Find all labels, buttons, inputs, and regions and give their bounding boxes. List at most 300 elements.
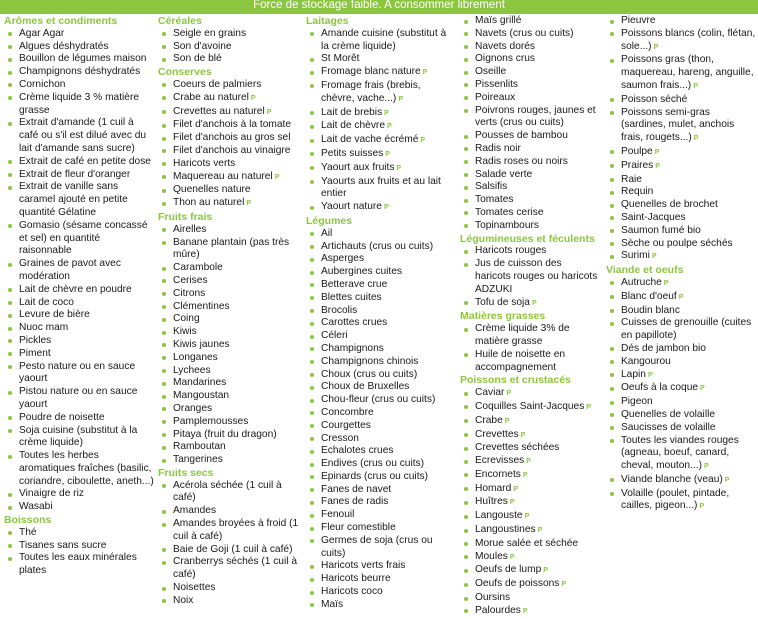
item-label: Salsifis bbox=[475, 181, 508, 193]
list-item bbox=[4, 66, 154, 79]
list-item bbox=[460, 551, 600, 565]
list-item bbox=[460, 181, 600, 194]
protein-marker: P bbox=[678, 293, 684, 301]
item-label: Noix bbox=[173, 594, 194, 606]
list-item bbox=[606, 488, 756, 515]
item-label: Blettes cuites bbox=[321, 291, 382, 303]
item-label: Radis noir bbox=[475, 142, 521, 154]
protein-marker: P bbox=[531, 299, 537, 307]
item-label: Algues déshydratés bbox=[19, 40, 109, 52]
list-item bbox=[158, 416, 302, 429]
item-label: Coing bbox=[173, 313, 200, 325]
item-label: Saucisses de volaille bbox=[621, 421, 716, 433]
item-label: Oignons crus bbox=[475, 53, 536, 65]
item-label: Pitaya (fruit du dragon) bbox=[173, 428, 277, 440]
list-item bbox=[158, 454, 302, 467]
item-label: Maïs bbox=[321, 598, 344, 610]
item-label: Germes de soja (crus ou cuits) bbox=[321, 534, 433, 559]
item-label: Boudin blanc bbox=[621, 304, 680, 316]
section-title: Fruits secs bbox=[158, 466, 214, 479]
item-label: Quenelles de brochet bbox=[621, 199, 718, 211]
item-label: Salade verte bbox=[475, 168, 533, 180]
item-label: Thon au naturel bbox=[173, 197, 245, 209]
item-label: Fanes de navet bbox=[321, 483, 392, 495]
protein-marker: P bbox=[384, 109, 389, 117]
item-label: Son de blé bbox=[173, 53, 222, 65]
list-item bbox=[306, 241, 456, 254]
protein-marker: P bbox=[699, 503, 705, 511]
protein-marker: P bbox=[383, 204, 389, 212]
list-item bbox=[606, 199, 756, 212]
item-label: Crevettes séchées bbox=[475, 442, 560, 454]
list-item bbox=[460, 510, 600, 524]
list-item bbox=[306, 381, 456, 394]
section-title: Conserves bbox=[158, 66, 212, 79]
item-label: Pamplemousses bbox=[173, 415, 249, 427]
list-item bbox=[306, 120, 456, 134]
list-item bbox=[306, 148, 456, 162]
list-item bbox=[4, 335, 154, 348]
item-label: Tangerines bbox=[173, 454, 223, 466]
item-label: Yaourts aux fruits et au lait entier bbox=[321, 175, 441, 200]
item-label: Endives (crus ou cuits) bbox=[321, 458, 425, 470]
item-label: Langouste bbox=[475, 510, 523, 522]
item-label: Baie de Goji (1 cuil à café) bbox=[173, 543, 293, 555]
item-label: Lait de chèvre en poudre bbox=[19, 283, 132, 295]
list-item bbox=[606, 225, 756, 238]
protein-marker: P bbox=[693, 82, 698, 90]
list-item bbox=[606, 174, 756, 187]
list-item bbox=[460, 92, 600, 105]
section-title: Fruits frais bbox=[158, 210, 213, 223]
item-label: Acérola séchée (1 cuil à café) bbox=[173, 479, 282, 504]
protein-marker: P bbox=[651, 253, 657, 261]
item-label: Morue salée et séchée bbox=[475, 537, 579, 549]
list-item bbox=[158, 237, 302, 263]
column-3 bbox=[306, 15, 456, 612]
item-label: Toutes les eaux minérales plates bbox=[19, 552, 137, 577]
item-label: Mandarines bbox=[173, 377, 227, 389]
item-label: Poireaux bbox=[475, 91, 516, 103]
item-label: Carottes crues bbox=[321, 317, 388, 329]
list-item bbox=[306, 80, 456, 107]
list-item bbox=[460, 442, 600, 455]
list-item bbox=[158, 119, 302, 132]
list-item bbox=[4, 117, 154, 155]
protein-marker: P bbox=[647, 371, 653, 379]
list-item bbox=[4, 322, 154, 335]
item-label: Haricots rouges bbox=[475, 245, 547, 257]
list-item bbox=[460, 169, 600, 182]
item-label: Kiwis jaunes bbox=[173, 338, 230, 350]
item-label: Encornets bbox=[475, 468, 521, 480]
item-label: Oranges bbox=[173, 402, 213, 414]
list-item bbox=[306, 599, 456, 612]
item-label: Vinaigre de riz bbox=[19, 488, 84, 500]
item-label: Crevettes au naturel bbox=[173, 105, 265, 117]
list-item bbox=[460, 245, 600, 258]
item-label: Clémentines bbox=[173, 300, 230, 312]
list-item bbox=[4, 53, 154, 66]
list-item bbox=[606, 382, 756, 396]
list-item bbox=[306, 407, 456, 420]
protein-marker: P bbox=[509, 553, 515, 561]
list-item bbox=[460, 143, 600, 156]
item-label: Filet d'anchois à la tomate bbox=[173, 119, 292, 131]
item-label: Toutes les herbes aromatiques fraîches (basilic, coriandre, ciboulette, aneth...) bbox=[19, 450, 154, 487]
section-title: Matières grasses bbox=[460, 310, 546, 323]
item-label: Poivrons rouges, jaunes et verts (crus ou cuits) bbox=[475, 104, 596, 129]
list-item bbox=[460, 79, 600, 92]
list-item bbox=[158, 441, 302, 454]
protein-marker: P bbox=[266, 108, 272, 116]
item-label: Moules bbox=[475, 550, 508, 562]
item-label: Extrait d'amande (1 cuil à café ou s'il est dilué avec du lait d'amande sans sucre) bbox=[19, 117, 147, 154]
list-item bbox=[158, 184, 302, 197]
list-item bbox=[4, 412, 154, 425]
list-item bbox=[460, 194, 600, 207]
item-label: Tisanes sans sucre bbox=[19, 539, 107, 551]
item-label: Seigle en grains bbox=[173, 27, 247, 39]
list-item bbox=[306, 394, 456, 407]
protein-marker: P bbox=[422, 69, 428, 77]
item-label: Yaourt nature bbox=[321, 201, 382, 213]
item-label: Oeufs à la coque bbox=[621, 382, 699, 394]
list-item bbox=[306, 522, 456, 535]
item-label: Viande blanche (veau) bbox=[621, 473, 723, 485]
section-title: Laitages bbox=[306, 15, 349, 27]
protein-marker: P bbox=[700, 385, 705, 393]
list-item bbox=[306, 162, 456, 176]
list-item bbox=[460, 156, 600, 169]
list-item bbox=[4, 361, 154, 387]
item-label: Cornichon bbox=[19, 78, 66, 90]
list-item bbox=[158, 390, 302, 403]
list-item bbox=[306, 330, 456, 343]
item-label: Oseille bbox=[475, 66, 507, 78]
protein-marker: P bbox=[526, 458, 531, 466]
list-item bbox=[306, 292, 456, 305]
list-item bbox=[606, 146, 756, 160]
protein-marker: P bbox=[537, 527, 543, 535]
item-label: Navets dorés bbox=[475, 40, 536, 52]
item-label: Autruche bbox=[621, 276, 662, 288]
item-label: Maquereau au naturel bbox=[173, 170, 273, 182]
list-item bbox=[460, 387, 600, 401]
list-item bbox=[306, 484, 456, 497]
list-item bbox=[306, 458, 456, 471]
item-label: Echalotes crues bbox=[321, 445, 394, 457]
list-item bbox=[158, 288, 302, 301]
list-item bbox=[460, 415, 600, 429]
list-item bbox=[306, 356, 456, 369]
protein-marker: P bbox=[274, 173, 280, 181]
item-label: Tomates bbox=[475, 194, 514, 206]
list-item bbox=[158, 79, 302, 92]
item-label: Ramboutan bbox=[173, 441, 226, 453]
list-item bbox=[306, 586, 456, 599]
list-item bbox=[158, 352, 302, 365]
list-item bbox=[158, 132, 302, 145]
item-label: Bouillon de légumes maison bbox=[19, 53, 147, 65]
item-label: Pissenlits bbox=[475, 78, 519, 90]
list-item bbox=[4, 181, 154, 219]
item-label: Lapin bbox=[621, 368, 646, 380]
list-item bbox=[158, 197, 302, 211]
item-label: Concombre bbox=[321, 406, 374, 418]
list-item bbox=[4, 28, 154, 41]
item-label: Lait de brebis bbox=[321, 106, 383, 118]
item-label: Haricots verts bbox=[173, 157, 236, 169]
item-label: Levure de bière bbox=[19, 309, 90, 321]
list-item bbox=[4, 540, 154, 553]
protein-marker: P bbox=[504, 417, 510, 425]
item-label: Piment bbox=[19, 347, 51, 359]
protein-marker: P bbox=[246, 200, 252, 208]
protein-marker: P bbox=[250, 94, 256, 102]
item-label: Ecrevisses bbox=[475, 455, 525, 467]
header-title: Force de stockage faible. A consommer librement bbox=[253, 0, 505, 11]
list-item bbox=[158, 505, 302, 518]
item-label: Crabe au naturel bbox=[173, 91, 249, 103]
item-label: Saint-Jacques bbox=[621, 211, 686, 223]
item-label: Poissons blancs (colin, flétan, sole...) bbox=[621, 27, 756, 52]
protein-marker: P bbox=[396, 164, 402, 172]
list-item bbox=[4, 156, 154, 169]
list-item bbox=[606, 250, 756, 264]
item-label: Poulpe bbox=[621, 145, 653, 157]
item-label: Choux de Bruxelles bbox=[321, 381, 410, 393]
list-item bbox=[306, 420, 456, 433]
item-label: Lait de chèvre bbox=[321, 120, 385, 132]
item-label: Crevettes bbox=[475, 428, 519, 440]
item-label: Poissons semi-gras (sardines, mulet, anchois frais, rougets...) bbox=[621, 106, 735, 144]
item-label: Navets (crus ou cuits) bbox=[475, 27, 574, 39]
item-label: Topinambours bbox=[475, 219, 539, 231]
item-label: Coeurs de palmiers bbox=[173, 78, 262, 90]
item-label: Langoustines bbox=[475, 524, 536, 536]
item-label: Airelles bbox=[173, 223, 207, 235]
item-label: Extrait de fleur d'oranger bbox=[19, 168, 131, 180]
item-label: Fromage frais (brebis, chèvre, vache...) bbox=[321, 79, 421, 104]
item-label: Brocolis bbox=[321, 304, 358, 316]
list-item bbox=[606, 422, 756, 435]
list-item bbox=[460, 578, 600, 592]
section-title: Légumes bbox=[306, 214, 353, 227]
item-label: Filet d'anchois au gros sel bbox=[173, 132, 291, 144]
item-label: Pigeon bbox=[621, 396, 653, 408]
item-label: Fanes de radis bbox=[321, 496, 389, 508]
protein-marker: P bbox=[506, 390, 512, 398]
list-item bbox=[306, 53, 456, 66]
item-label: Poisson séché bbox=[621, 93, 688, 105]
item-label: Radis roses ou noirs bbox=[475, 155, 568, 167]
item-label: Dés de jambon bio bbox=[621, 342, 706, 354]
list-item bbox=[158, 365, 302, 378]
protein-marker: P bbox=[586, 403, 591, 411]
item-label: Longanes bbox=[173, 351, 218, 363]
item-label: Surimi bbox=[621, 250, 650, 262]
item-label: Soja cuisine (substitut à la crème liquide) bbox=[19, 424, 138, 449]
list-item bbox=[306, 66, 456, 80]
section-title: Céréales bbox=[158, 15, 202, 27]
protein-marker: P bbox=[520, 431, 526, 439]
list-item bbox=[306, 560, 456, 573]
protein-marker: P bbox=[663, 279, 669, 287]
item-label: Poudre de noisette bbox=[19, 411, 105, 423]
item-label: Fleur comestible bbox=[321, 522, 396, 534]
list-item bbox=[4, 386, 154, 412]
list-item bbox=[4, 258, 154, 284]
list-item bbox=[158, 53, 302, 66]
protein-marker: P bbox=[561, 581, 567, 589]
protein-marker: P bbox=[509, 499, 515, 507]
list-item bbox=[158, 556, 302, 582]
list-item bbox=[306, 266, 456, 279]
item-label: Fenouil bbox=[321, 509, 355, 521]
list-item bbox=[460, 323, 600, 349]
item-label: Banane plantain (pas très mûre) bbox=[173, 236, 290, 261]
list-item bbox=[460, 53, 600, 66]
item-label: Ail bbox=[321, 227, 333, 239]
list-item bbox=[606, 212, 756, 225]
item-label: Crème liquide 3% de matière grasse bbox=[475, 323, 570, 347]
item-label: Noisettes bbox=[173, 582, 216, 594]
list-item bbox=[4, 501, 154, 514]
list-item bbox=[306, 253, 456, 266]
list-item bbox=[306, 573, 456, 586]
item-label: Toutes les viandes rouges (agneau, boeuf, canard, cheval, mouton...) bbox=[621, 434, 739, 472]
protein-marker: P bbox=[522, 471, 528, 479]
list-item bbox=[158, 403, 302, 416]
list-item bbox=[606, 107, 756, 146]
item-label: Sèche ou poulpe séchés bbox=[621, 237, 733, 249]
item-label: Courgettes bbox=[321, 419, 371, 431]
item-label: Céleri bbox=[321, 330, 348, 342]
item-label: Amandes broyées à froid (1 cuil à café) bbox=[173, 518, 299, 542]
list-item bbox=[158, 92, 302, 106]
item-label: Haricots beurre bbox=[321, 573, 391, 585]
protein-marker: P bbox=[522, 607, 528, 615]
list-item bbox=[606, 396, 756, 409]
item-label: Caviar bbox=[475, 387, 505, 399]
protein-marker: P bbox=[513, 485, 518, 493]
item-label: Pistou nature ou en sauce yaourt bbox=[19, 386, 138, 410]
protein-marker: P bbox=[385, 150, 390, 158]
list-item bbox=[460, 41, 600, 54]
list-item bbox=[158, 429, 302, 442]
item-label: Oeufs de lump bbox=[475, 564, 542, 576]
section-title: Légumineuses et féculents bbox=[460, 232, 595, 245]
list-item bbox=[606, 317, 756, 343]
list-item bbox=[306, 343, 456, 356]
item-label: Tomates cerise bbox=[475, 206, 544, 218]
item-label: Choux (crus ou cuits) bbox=[321, 368, 418, 380]
list-item bbox=[158, 28, 302, 41]
item-label: Nuoc mam bbox=[19, 322, 69, 334]
item-label: Coquilles Saint-Jacques bbox=[475, 400, 585, 412]
list-item bbox=[606, 305, 756, 318]
item-label: Pickles bbox=[19, 334, 52, 346]
list-item bbox=[306, 201, 456, 215]
list-item bbox=[306, 279, 456, 292]
list-item bbox=[158, 377, 302, 390]
list-item bbox=[4, 527, 154, 540]
list-item bbox=[306, 305, 456, 318]
item-label: Lychees bbox=[173, 364, 211, 376]
list-item bbox=[158, 41, 302, 54]
list-item bbox=[4, 488, 154, 501]
item-label: Fromage blanc nature bbox=[321, 66, 421, 78]
item-label: Cresson bbox=[321, 432, 359, 444]
item-label: Thé bbox=[19, 526, 37, 538]
list-item bbox=[460, 207, 600, 220]
list-item bbox=[4, 169, 154, 182]
item-label: Oursins bbox=[475, 592, 511, 604]
header-banner bbox=[0, 0, 758, 14]
item-label: Praires bbox=[621, 159, 654, 171]
item-label: St Morêt bbox=[321, 53, 360, 65]
list-item bbox=[158, 339, 302, 352]
item-label: Chou-fleur (crus ou cuits) bbox=[321, 394, 436, 406]
protein-marker: P bbox=[703, 463, 709, 471]
list-item bbox=[4, 450, 154, 488]
list-item bbox=[460, 592, 600, 605]
list-item bbox=[460, 130, 600, 143]
item-label: Amandes bbox=[173, 505, 217, 517]
item-label: Cuisses de grenouille (cuites en papillote) bbox=[621, 317, 752, 342]
list-item bbox=[158, 595, 302, 608]
list-item bbox=[4, 309, 154, 322]
protein-marker: P bbox=[653, 43, 659, 51]
column-4 bbox=[460, 15, 600, 619]
list-item bbox=[4, 284, 154, 297]
protein-marker: P bbox=[655, 162, 660, 170]
list-item bbox=[4, 552, 154, 578]
item-label: Lait de vache écrémé bbox=[321, 134, 419, 146]
protein-marker: P bbox=[654, 148, 660, 156]
protein-marker: P bbox=[724, 476, 730, 484]
list-item bbox=[460, 297, 600, 311]
list-item bbox=[606, 186, 756, 199]
protein-marker: P bbox=[524, 513, 530, 521]
item-label: Amande cuisine (substitut à la crème liquide) bbox=[321, 27, 447, 52]
item-label: Champignons chinois bbox=[321, 355, 419, 367]
list-item bbox=[158, 224, 302, 237]
list-item bbox=[158, 582, 302, 595]
list-item bbox=[306, 317, 456, 330]
item-label: Jus de cuisson des haricots rouges ou haricots ADZUKI bbox=[475, 258, 598, 295]
item-label: Poissons gras (thon, maquereau, hareng, anguille, saumon frais...) bbox=[621, 54, 754, 91]
list-item bbox=[306, 134, 456, 148]
item-label: Extrait de café en petite dose bbox=[19, 155, 151, 167]
section-title: Boissons bbox=[4, 514, 52, 527]
list-item bbox=[158, 518, 302, 544]
item-label: Volaille (poulet, pintade, cailles, pigeon...) bbox=[621, 487, 730, 512]
list-item bbox=[158, 145, 302, 158]
list-item bbox=[4, 297, 154, 310]
item-label: Cranberrys séchés (1 cuil à café) bbox=[173, 556, 297, 581]
list-item bbox=[460, 28, 600, 41]
protein-marker: P bbox=[693, 135, 699, 143]
list-item bbox=[460, 220, 600, 233]
list-item bbox=[158, 544, 302, 557]
column-5 bbox=[606, 15, 756, 514]
item-label: Maïs grillé bbox=[475, 15, 522, 26]
section-title: Poissons et crustacés bbox=[460, 374, 571, 387]
item-label: Petits suisses bbox=[321, 147, 384, 159]
list-item bbox=[606, 369, 756, 383]
